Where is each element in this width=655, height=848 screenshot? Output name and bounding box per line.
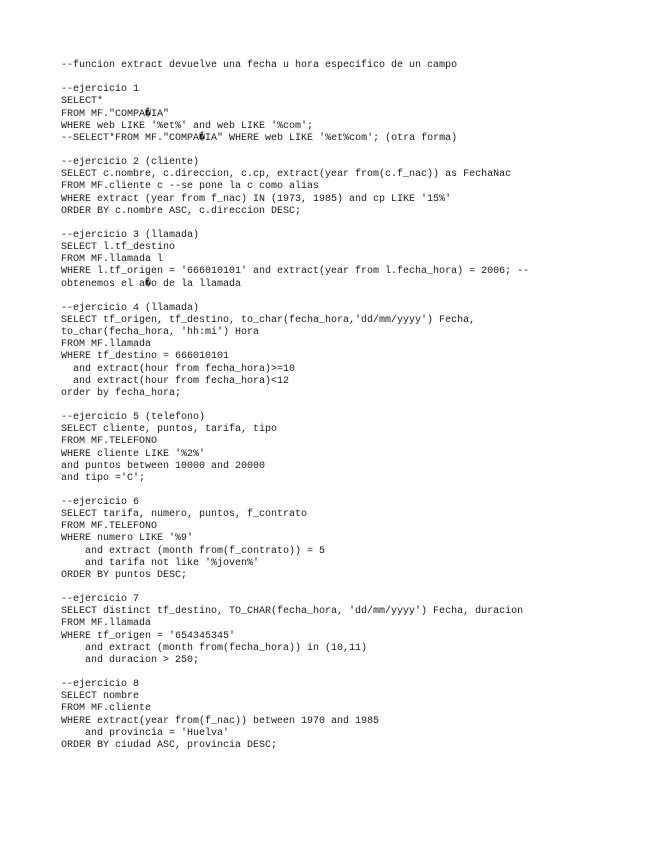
blank-line: [61, 291, 651, 303]
code-line: FROM MF.llamada: [61, 339, 152, 351]
code-line: and tipo ='C';: [61, 472, 146, 484]
code-line: and extract(hour from fecha_hora)<12: [61, 375, 290, 387]
sql-code-block: [61, 60, 651, 752]
code-line: WHERE cliente LIKE '%2%': [61, 448, 206, 460]
code-line: and extract (month from(f_contrato)) = 5: [61, 545, 326, 557]
code-line: ORDER BY puntos DESC;: [61, 569, 188, 581]
code-line: and extract(hour from fecha_hora)>=10: [61, 363, 296, 375]
code-line: SELECT nombre: [61, 691, 140, 703]
code-line: WHERE extract(year from(f_nac)) between 1970 and 1985: [61, 715, 380, 727]
code-line: WHERE numero LIKE '%9': [61, 533, 194, 545]
code-line: --ejercicio 7: [61, 594, 140, 606]
blank-line: [61, 145, 651, 157]
code-line: SELECT c.nombre, c.direccion, c.cp, extract(year from(c.f_nac)) as FechaNac: [61, 169, 512, 181]
code-line: SELECT*: [61, 96, 104, 108]
code-line: FROM MF.cliente c --se pone la c como alias: [61, 181, 320, 193]
code-line: FROM MF.llamada l: [61, 254, 164, 266]
code-line: and tarifa not like '%joven%': [61, 557, 260, 569]
code-line: SELECT tf_origen, tf_destino, to_char(fecha_hora,'dd/mm/yyyy') Fecha,: [61, 314, 476, 326]
code-line: --ejercicio 6: [61, 497, 140, 509]
code-line: --SELECT*FROM MF."COMPA�IA" WHERE web LIKE '%et%com'; (otra forma): [61, 132, 458, 144]
code-line: FROM MF.TELEFONO: [61, 521, 158, 533]
code-line: WHERE web LIKE '%et%' and web LIKE '%com';: [61, 120, 314, 132]
blank-line: [61, 667, 651, 679]
code-line: WHERE extract (year from f_nac) IN (1973, 1985) and cp LIKE '15%': [61, 193, 452, 205]
code-line: and extract (month from(fecha_hora)) in (10,11): [61, 642, 368, 654]
blank-line: [61, 72, 651, 84]
code-line: FROM MF."COMPA�IA": [61, 108, 170, 120]
code-line: WHERE l.tf_origen = '666010101' and extract(year from l.fecha_hora) = 2006; --: [61, 266, 530, 278]
code-line: --ejercicio 4 (llamada): [61, 302, 200, 314]
code-line: and duracion > 250;: [61, 654, 200, 666]
code-line: and provincia = 'Huelva': [61, 727, 230, 739]
code-line: ORDER BY ciudad ASC, provincia DESC;: [61, 739, 278, 751]
code-line: SELECT l.tf_destino: [61, 242, 176, 254]
code-line: --ejercicio 5 (telefono): [61, 412, 206, 424]
code-line: to_char(fecha_hora, 'hh:mi') Hora: [61, 327, 260, 339]
code-line: --ejercicio 1: [61, 84, 140, 96]
code-line: SELECT tarifa, numero, puntos, f_contrato: [61, 509, 308, 521]
code-line: --funcion extract devuelve una fecha u hora especifico de un campo: [61, 60, 458, 71]
code-line: SELECT cliente, puntos, tarifa, tipo: [61, 424, 278, 436]
code-line: --ejercicio 2 (cliente): [61, 157, 200, 169]
blank-line: [61, 400, 651, 412]
code-line: --ejercicio 3 (llamada): [61, 229, 200, 241]
code-line: FROM MF.TELEFONO: [61, 436, 158, 448]
code-line: FROM MF.cliente: [61, 703, 152, 715]
code-line: ORDER BY c.nombre ASC, c.direccion DESC;: [61, 205, 302, 217]
blank-line: [61, 485, 651, 497]
code-line: order by fecha_hora;: [61, 387, 182, 399]
code-line: obtenemos el a�o de la llamada: [61, 278, 242, 290]
code-line: and puntos between 10000 and 20000: [61, 460, 266, 472]
code-line: FROM MF.llamada: [61, 618, 152, 630]
blank-line: [61, 582, 651, 594]
code-line: --ejercicio 8: [61, 679, 140, 691]
code-line: WHERE tf_destino = 666010101: [61, 351, 230, 363]
blank-line: [61, 218, 651, 230]
code-line: SELECT distinct tf_destino, TO_CHAR(fecha_hora, 'dd/mm/yyyy') Fecha, duracion: [61, 606, 524, 618]
code-line: WHERE tf_origen = '654345345': [61, 630, 236, 642]
